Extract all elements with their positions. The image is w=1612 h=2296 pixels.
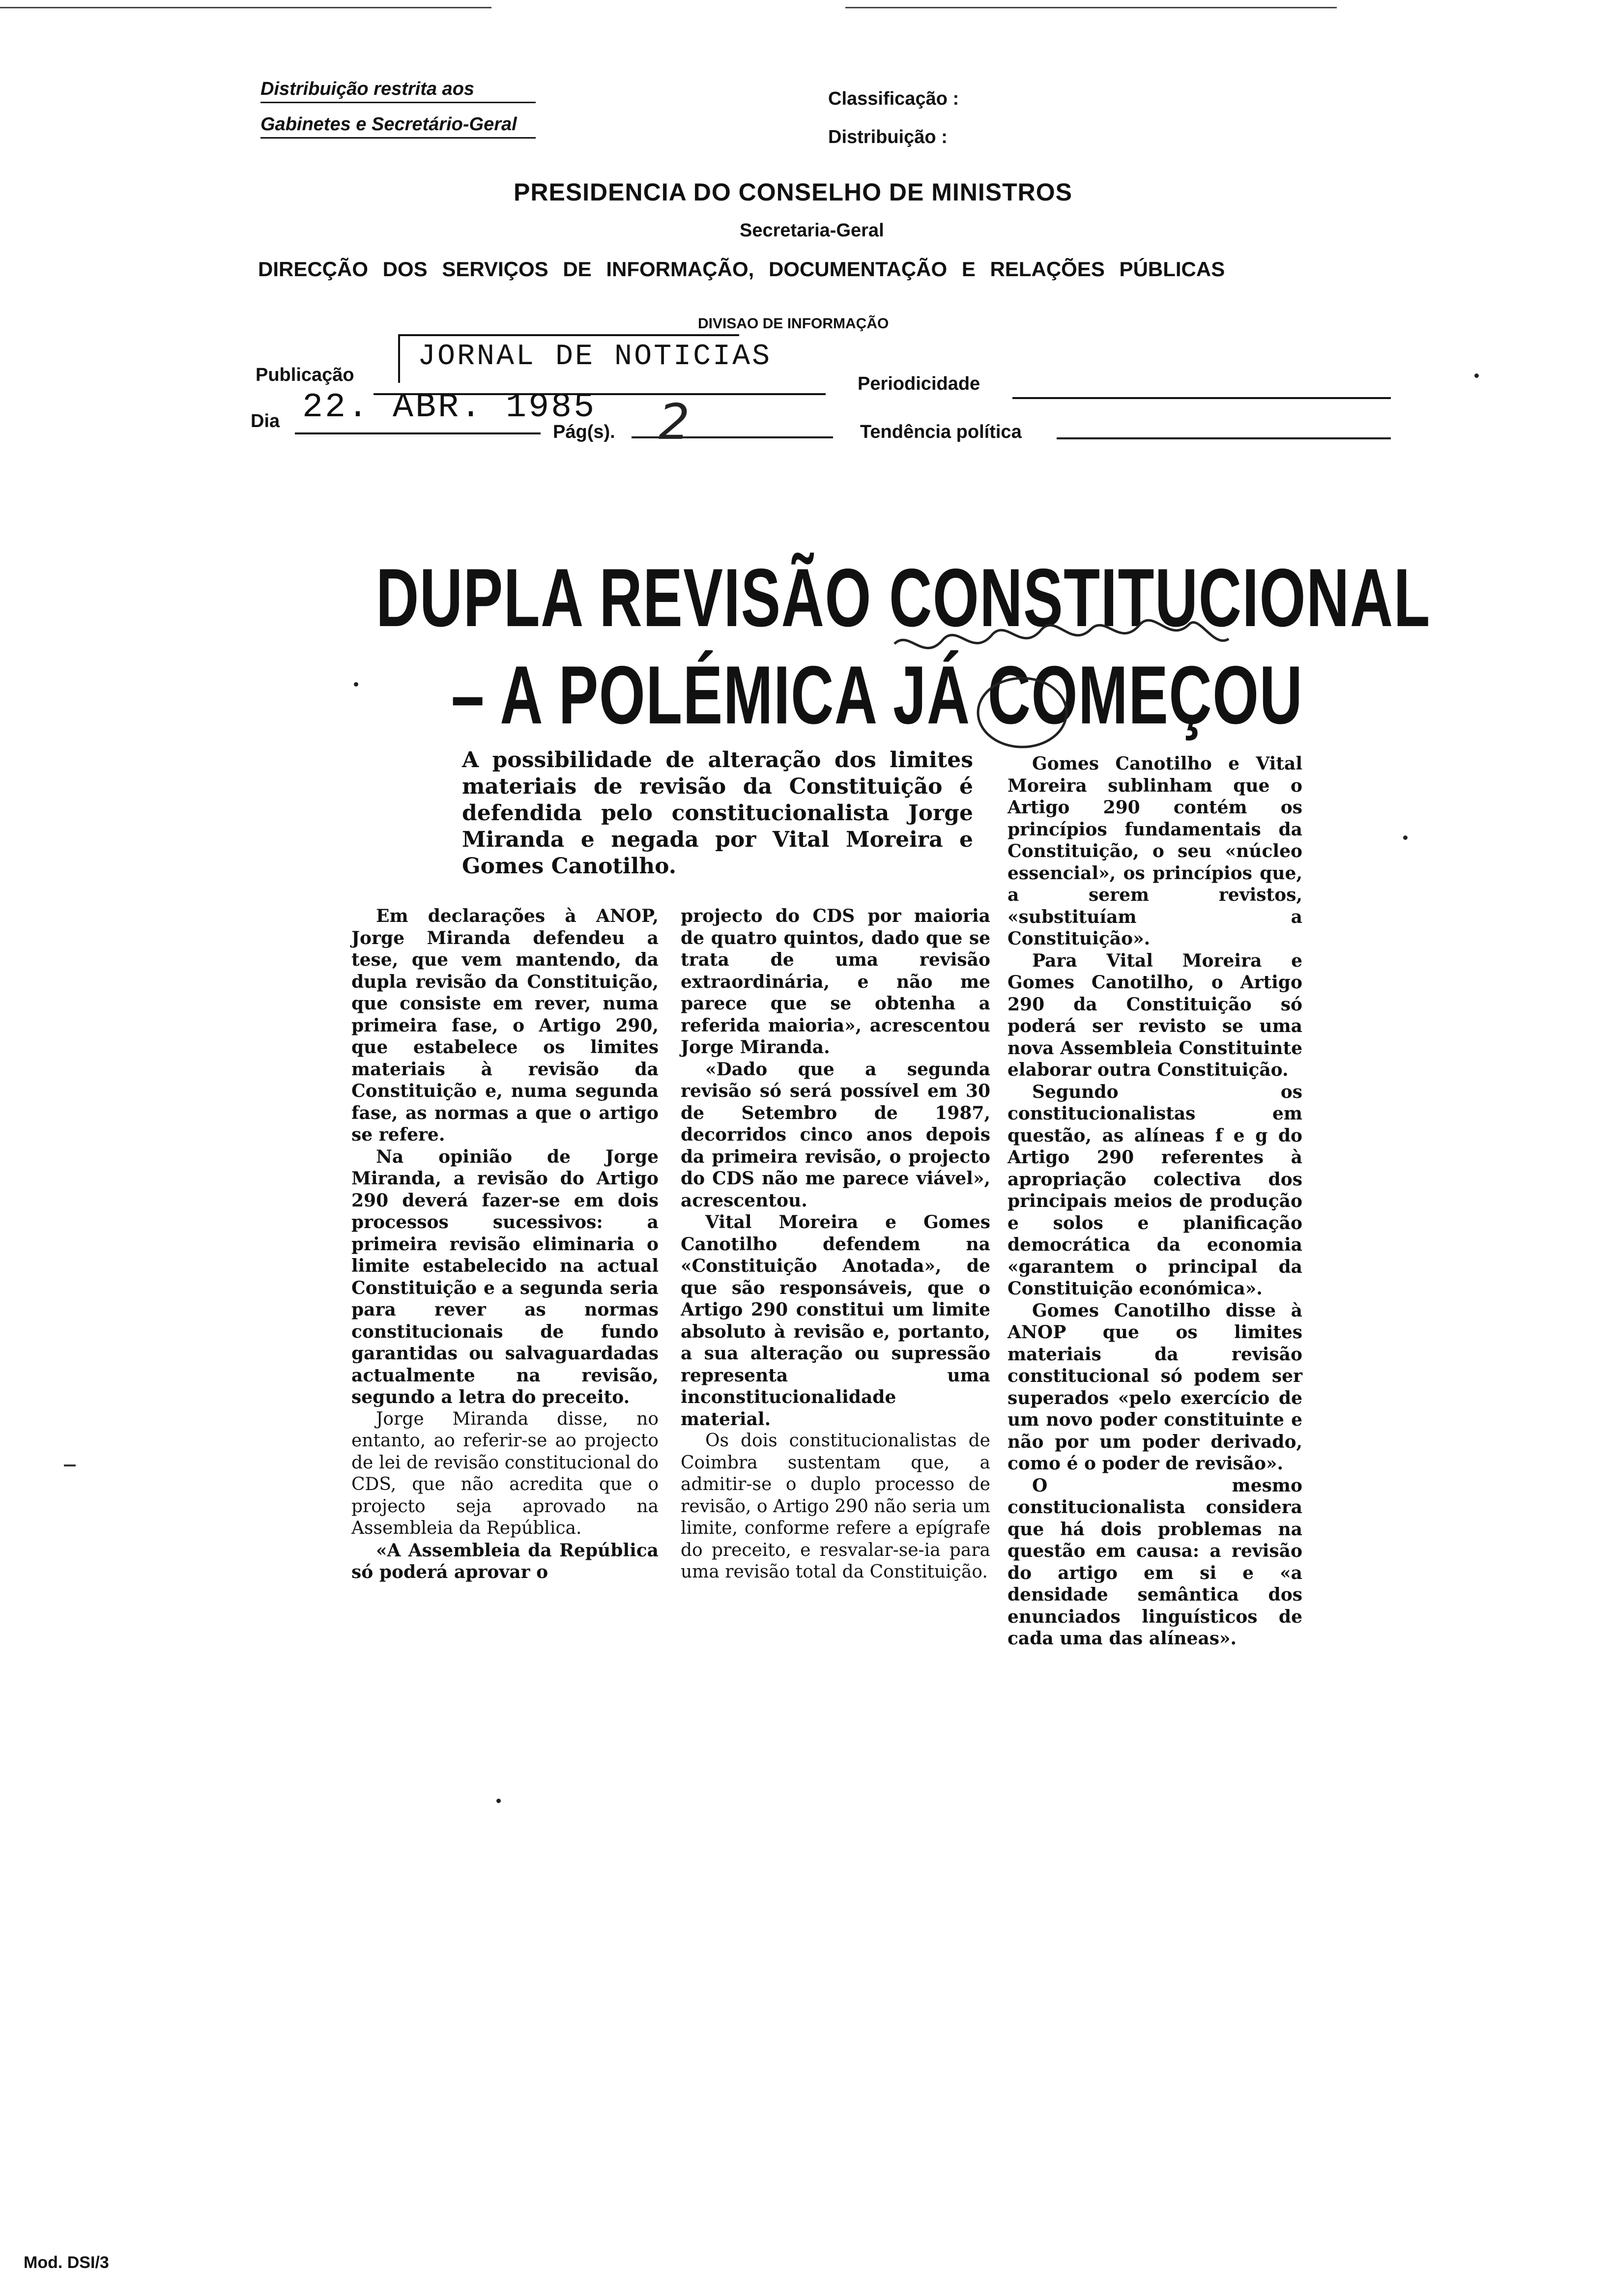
col1-paragraph: Na opinião de Jorge Miranda, a revisão do Artigo 290 deverá fazer-se em dois processos sucessivos: a primeira revisão eliminaria o limite estabelecido na actual Constituição e a segunda seria para rever as normas constitucionais de fundo garantidas ou salvaguardadas actualmente na revisão, segundo a letra do preceito. [351,1146,659,1407]
scan-dot [496,1799,501,1803]
restriction-block [260,79,536,149]
classification-label: Classificação : [828,88,959,109]
day-stamp: 22. ABR. 1985 [302,388,597,427]
col1-paragraph: «A Assembleia da República só poderá aprovar o [351,1540,659,1582]
periodicity-label: Periodicidade [858,373,980,394]
page-handwritten: 2 [659,393,690,451]
restriction-line-1: Distribuição restrita aos [260,79,536,103]
scan-dot [1474,373,1479,378]
scan-dot [354,682,358,687]
scan-dash [64,1464,76,1466]
tendency-label: Tendência política [860,422,1022,442]
article-lead: A possibilidade de alteração dos limites materiais de revisão da Constituição é defendida pelo constitucionalista Jorge Miranda e negada por Vital Moreira e Gomes Canotilho. [462,747,973,879]
top-scan-line [0,7,491,8]
article-column-1 [351,905,659,1583]
publication-label: Publicação [256,365,354,385]
directorate-title: DIRECÇÃO DOS SERVIÇOS DE INFORMAÇÃO, DOCUMENTAÇÃO E RELAÇÕES PÚBLICAS [258,258,1225,281]
headline-line-2: – A POLÉMICA JÁ COMEÇOU [451,649,1303,741]
division-title: DIVISAO DE INFORMAÇÃO [698,316,889,332]
col2-paragraph: «Dado que a segunda revisão só será possível em 30 de Setembro de 1987, decorridos cinco anos depois da primeira revisão, o projecto do CDS não me parece viável», acrescentou. [681,1059,990,1211]
col2-paragraph: Os dois constitucionalistas de Coimbra sustentam que, a admitir-se o duplo processo de revisão, o Artigo 290 não seria um limite, conforme refere a epígrafe do preceito, e resvalar-se-ia para uma revisão total da Constituição. [681,1431,990,1582]
col1-paragraph: Jorge Miranda disse, no entanto, ao referir-se ao projecto de lei de revisão constitucional do CDS, que não acredita que o projecto seja aprovado na Assembleia da República. [351,1408,659,1538]
col2-paragraph: Vital Moreira e Gomes Canotilho defendem na «Constituição Anotada», de que são responsáveis, que o Artigo 290 constitui um limite absoluto à revisão e, portanto, a sua alteração ou supressão representa uma inconstitucionalidade material. [681,1212,990,1430]
top-scan-line-right [845,7,1337,8]
col3-paragraph: O mesmo constitucionalista considera que há dois problemas na questão em causa: a revisão do artigo em si e «a densidade semântica dos enunciados linguísticos de cada uma das alíneas». [1008,1475,1302,1649]
distribution-label: Distribuição : [828,127,948,147]
day-label: Dia [251,411,280,431]
secretariat-title: Secretaria-Geral [740,220,884,241]
col2-paragraph: projecto do CDS por maioria de quatro quintos, dado que se trata de uma revisão extraordinária, e não me parece que se obtenha a referida maioria», acrescentou Jorge Miranda. [681,906,990,1058]
col3-paragraph: Para Vital Moreira e Gomes Canotilho, o Artigo 290 da Constituição só poderá ser revisto se uma nova Assembleia Constituinte elaborar outra Constituição. [1008,950,1302,1080]
col3-paragraph: Segundo os constitucionalistas em questão, as alíneas f e g do Artigo 290 referentes à apropriação colectiva dos principais meios de produção e solos e planificação democrática da economia «garantem o principal da Constituição económica». [1008,1081,1302,1299]
col1-paragraph: Em declarações à ANOP, Jorge Miranda defendeu a tese, que vem mantendo, da dupla revisão da Constituição, que consiste em rever, numa primeira fase, o Artigo 290, que estabelece os limites materiais à revisão da Constituição e, numa segunda fase, as normas a que o artigo se refere. [351,906,659,1145]
col3-paragraph: Gomes Canotilho disse à ANOP que os limites materiais da revisão constitucional só podem ser superados «pelo exercício de um novo poder constituinte e não por um poder derivado, como é o poder de revisão». [1008,1300,1302,1474]
office-title: PRESIDENCIA DO CONSELHO DE MINISTROS [514,178,1073,206]
model-code: Mod. DSI/3 [24,2253,109,2272]
publication-stamp: JORNAL DE NOTICIAS [418,340,772,373]
article-column-2 [681,905,990,1583]
page-label: Pág(s). [553,422,615,442]
tendency-line [1057,437,1391,439]
scan-dot [1403,835,1408,840]
headline-line-1: DUPLA REVISÃO CONSTITUCIONAL [376,551,1431,644]
col3-paragraph: Gomes Canotilho e Vital Moreira sublinham que o Artigo 290 contém os princípios fundamentais da Constituição, o seu «núcleo essencial», os princípios que, a serem revistos, «substituíam a Constituição». [1008,753,1302,949]
day-line [295,432,541,434]
restriction-line-2: Gabinetes e Secretário-Geral [260,114,536,139]
periodicity-line [1012,397,1391,399]
article-column-3 [1008,753,1302,1650]
handwritten-scribble [875,575,1248,752]
